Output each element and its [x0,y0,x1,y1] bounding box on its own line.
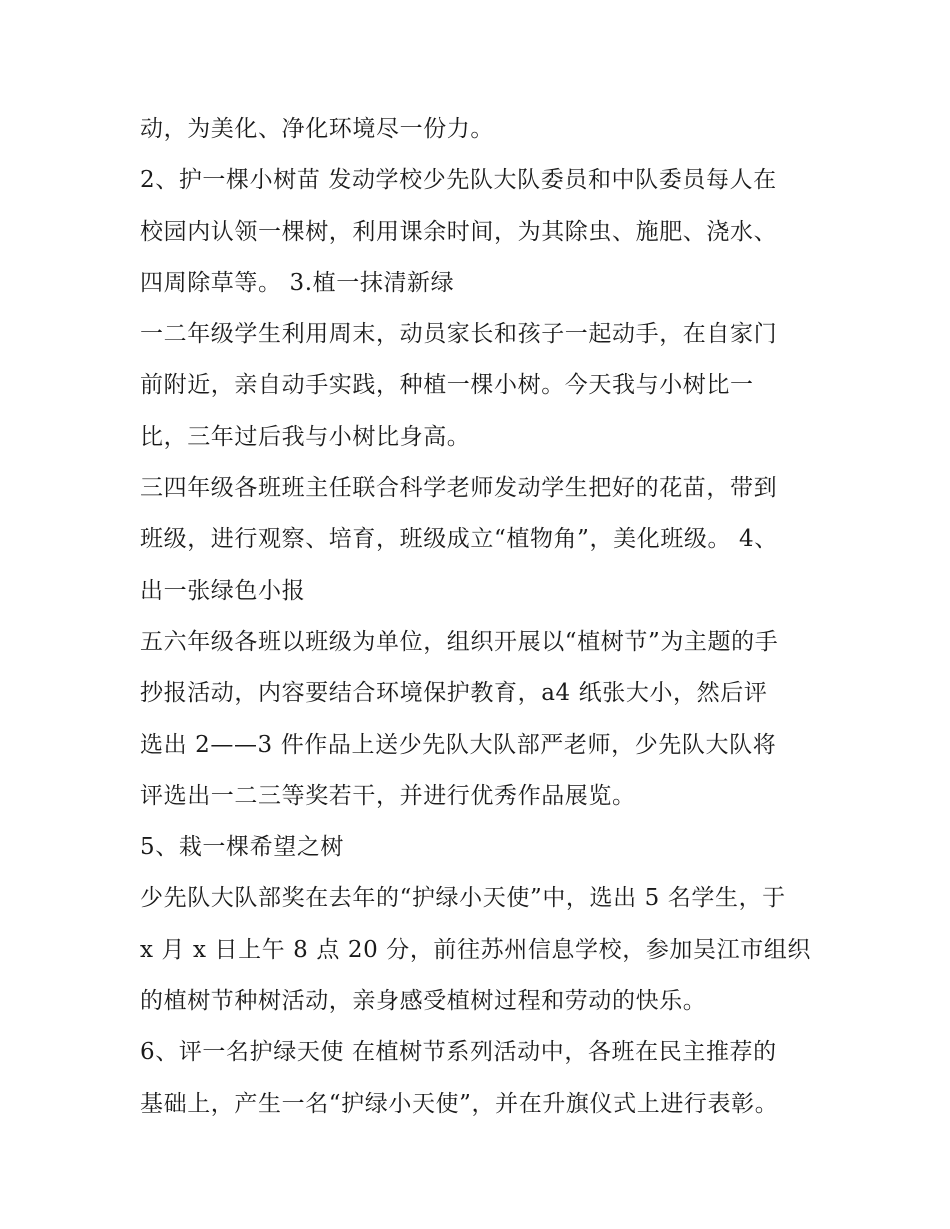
text-line: 5、栽一棵希望之树 [140,834,345,861]
text-line: 班级，进行观察、培育，班级成立“植物角”，美化班级。 4、 [140,526,778,553]
text-line: 校园内认领一棵树，利用课余时间，为其除虫、施肥、浇水、 [140,218,778,245]
text-line: 三四年级各班班主任联合科学老师发动学生把好的花苗，带到 [140,475,778,502]
text-line: 6、评一名护绿天使 在植树节系列活动中，各班在民主推荐的 [140,1039,777,1066]
text-line: 五六年级各班以班级为单位，组织开展以“植树节”为主题的手 [140,628,779,655]
text-line: 出一张绿色小报 [140,577,306,604]
text-line: 少先队大队部奖在去年的“护绿小天使”中，选出 5 名学生，于 [140,885,786,912]
document-body [140,104,820,1130]
text-line: 比，三年过后我与小树比身高。 [140,423,471,450]
text-line: 抄报活动，内容要结合环境保护教育，a4 纸张大小，然后评 [140,680,768,707]
text-line: 前附近，亲自动手实践，种植一棵小树。今天我与小树比一 [140,372,754,399]
text-line: 基础上，产生一名“护绿小天使”，并在升旗仪式上进行表彰。 [140,1090,779,1117]
text-line: 评选出一二三等奖若干，并进行优秀作品展览。 [140,782,636,809]
text-line: 2、护一棵小树苗 发动学校少先队大队委员和中队委员每人在 [140,167,777,194]
text-line: x 月 x 日上午 8 点 20 分，前往苏州信息学校，参加吴江市组织 [140,936,812,963]
text-line: 四周除草等。 3.植一抹清新绿 [140,269,455,296]
text-line: 选出 2——3 件作品上送少先队大队部严老师，少先队大队将 [140,731,777,758]
text-line: 的植树节种树活动，亲身感受植树过程和劳动的快乐。 [140,988,707,1015]
text-line: 动，为美化、净化环境尽一份力。 [140,116,494,142]
text-line: 一二年级学生利用周末，动员家长和孩子一起动手，在自家门 [140,321,778,348]
